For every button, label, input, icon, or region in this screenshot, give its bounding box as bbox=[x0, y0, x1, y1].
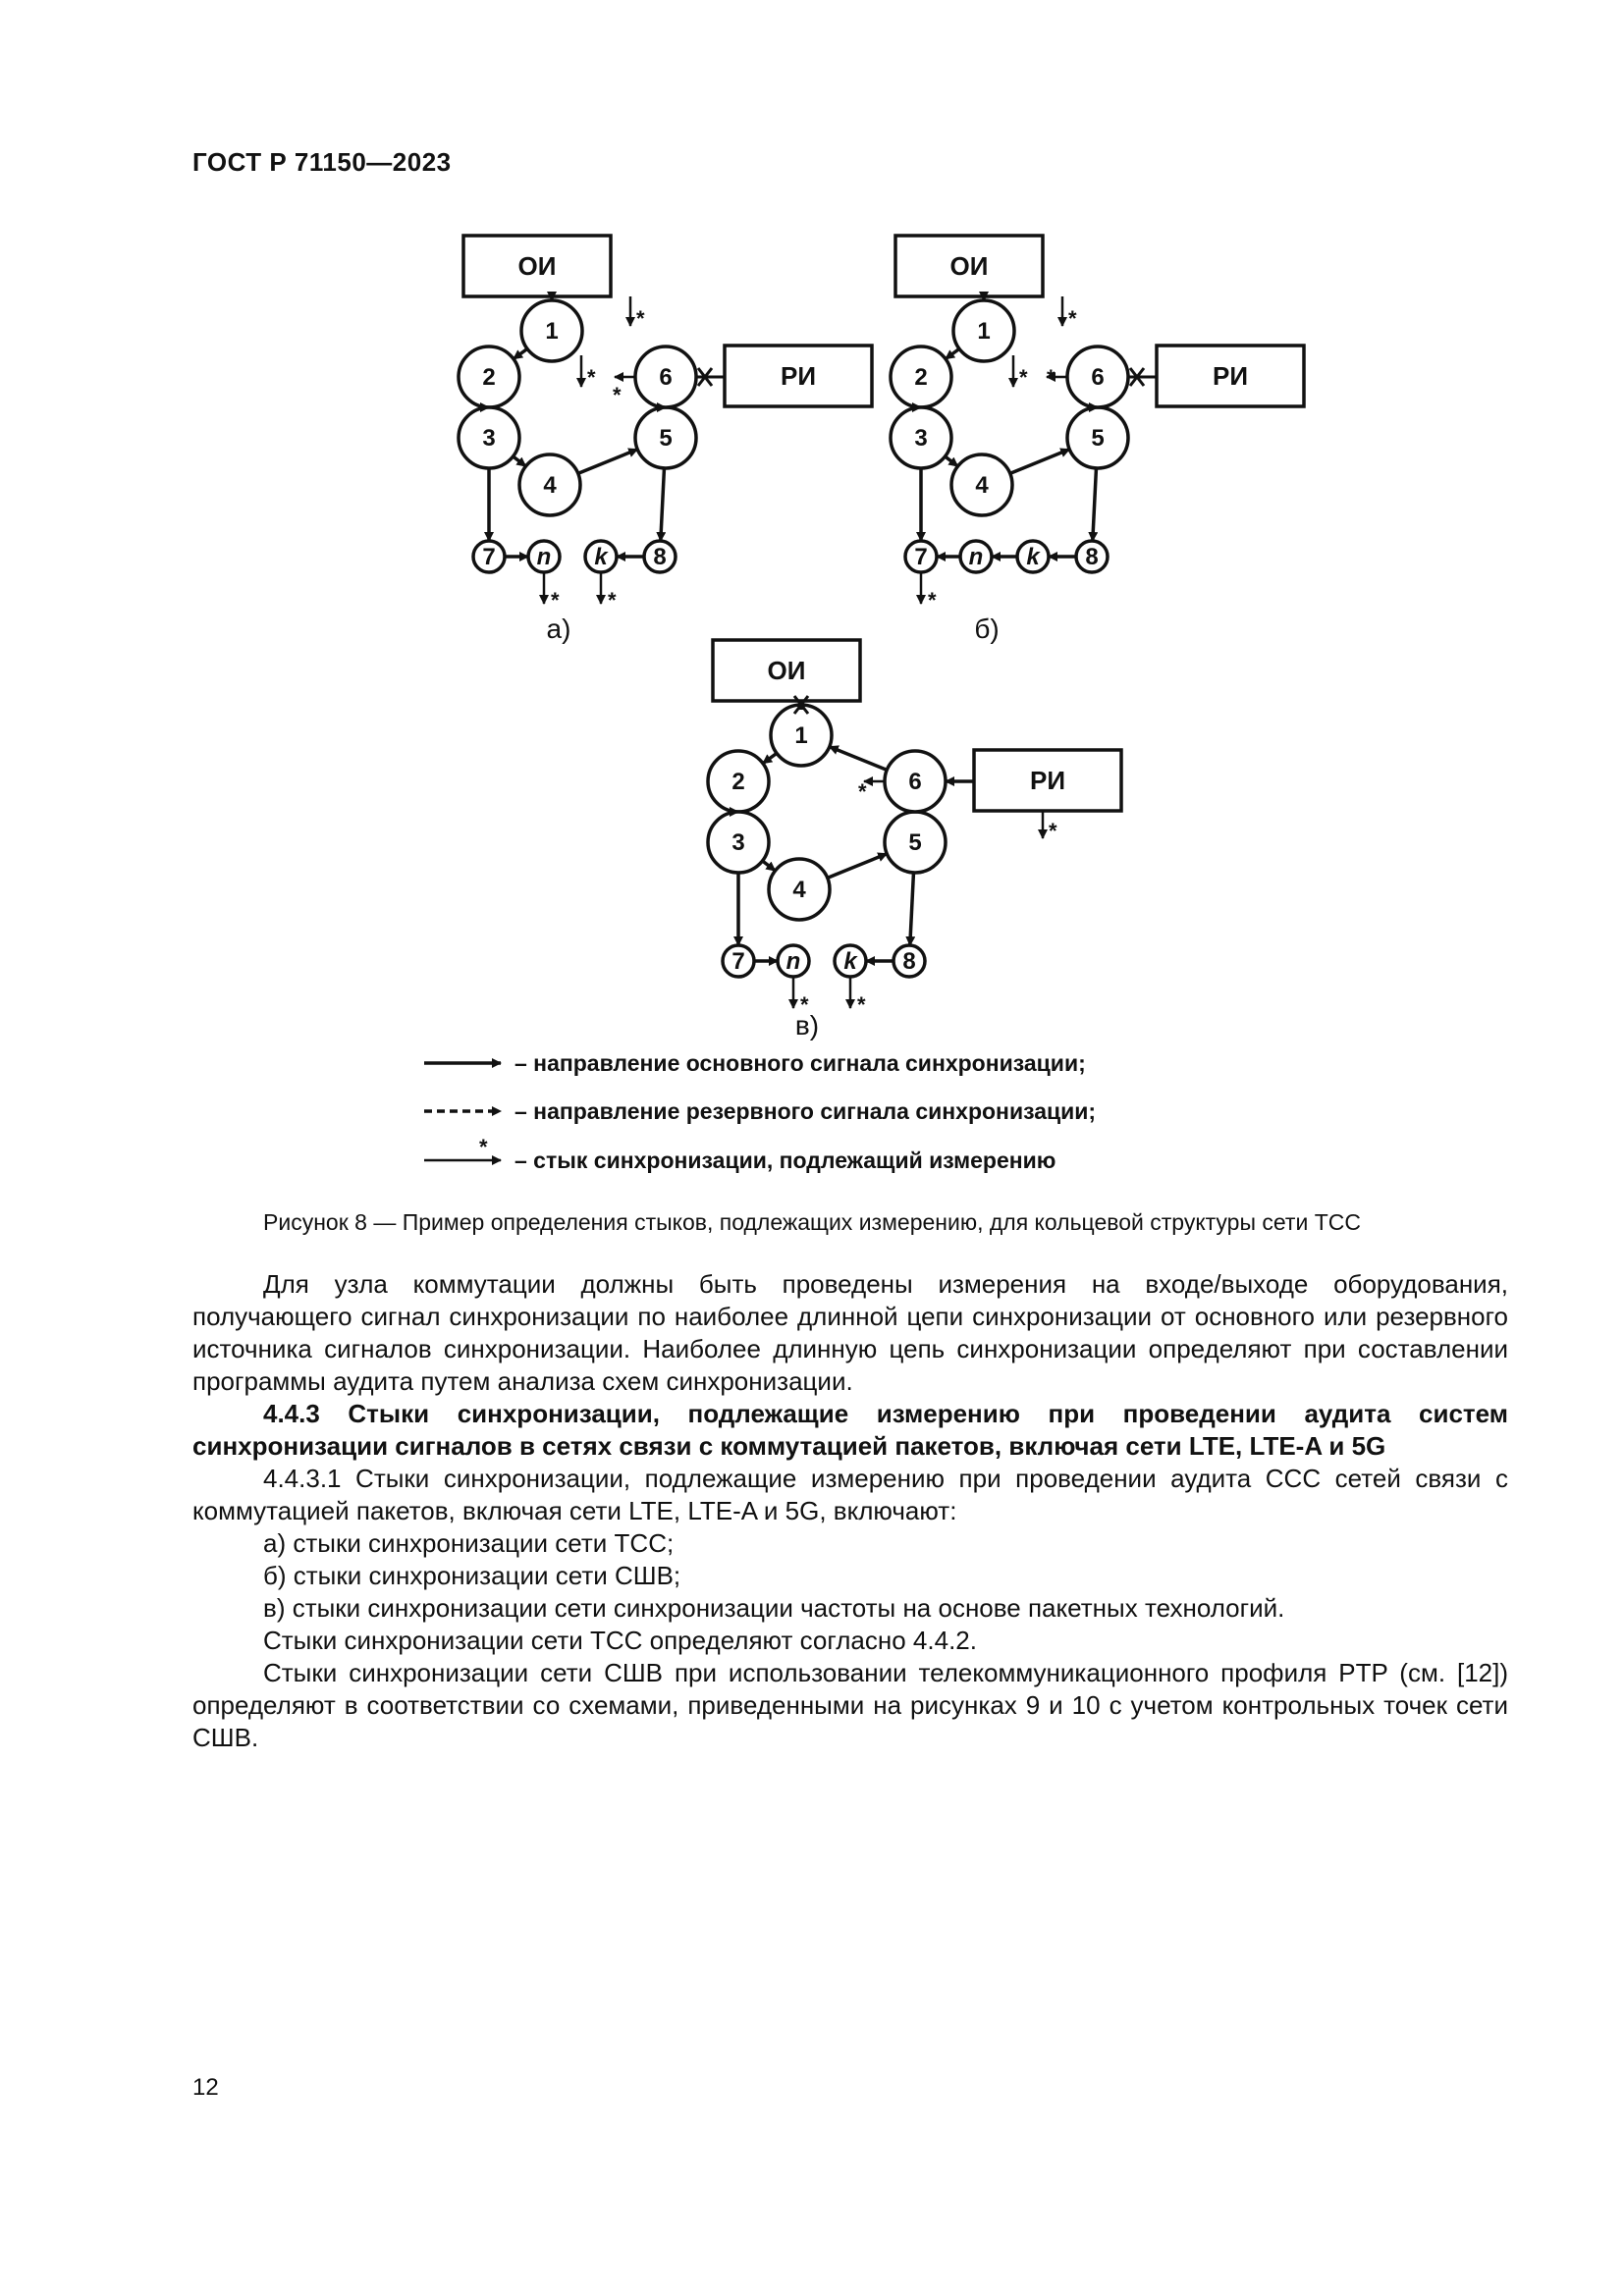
variant-v-sublabel: в) bbox=[794, 1010, 820, 1041]
variant-v-node-6-label: 6 bbox=[908, 769, 922, 795]
variant-b-ri-box-label: РИ bbox=[1212, 361, 1249, 391]
variant-v-ri-box-label: РИ bbox=[1029, 766, 1066, 795]
variant-a-node-3-label: 3 bbox=[482, 425, 496, 452]
variant-v-node-7-label: 7 bbox=[731, 948, 745, 975]
variant-v-node-5-label: 5 bbox=[908, 829, 922, 856]
variant-b-node-3-label: 3 bbox=[914, 425, 928, 452]
list-item-a: а) стыки синхронизации сети ТСС; bbox=[263, 1528, 675, 1558]
variant-v-node-2-label: 2 bbox=[731, 769, 745, 795]
variant-b-measure-1-star: * bbox=[1019, 365, 1028, 390]
document-header: ГОСТ Р 71150—2023 bbox=[192, 147, 452, 177]
variant-b-node-5-label: 5 bbox=[1091, 425, 1105, 452]
variant-a-node-5-label: 5 bbox=[659, 425, 673, 452]
variant-v-node-8-label: 8 bbox=[902, 948, 916, 975]
variant-v-arrow-3-4 bbox=[763, 861, 776, 871]
variant-b-measure-oi-star: * bbox=[1068, 306, 1077, 331]
variant-a-arrow-5-8 bbox=[661, 468, 665, 541]
variant-v-measure-ri-star: * bbox=[1049, 819, 1057, 843]
variant-b-node-2-label: 2 bbox=[914, 364, 928, 391]
variant-b-measure-7-star: * bbox=[928, 588, 937, 613]
variant-v-node-4-label: 4 bbox=[792, 877, 806, 903]
variant-v-oi-box-label: ОИ bbox=[767, 656, 806, 685]
body-text bbox=[192, 1268, 1508, 1754]
variant-b-oi-box-label: ОИ bbox=[949, 251, 989, 281]
variant-a-sublabel: а) bbox=[546, 614, 571, 644]
variant-b-node-n-label: n bbox=[968, 544, 984, 570]
list-item-b: б) стыки синхронизации сети СШВ; bbox=[263, 1561, 681, 1590]
variant-b-node-8-label: 8 bbox=[1085, 544, 1099, 570]
variant-a-node-n-label: n bbox=[536, 544, 552, 570]
variant-a-node-4-label: 4 bbox=[543, 472, 557, 499]
page-number: 12 bbox=[192, 2074, 219, 2101]
variant-v-node-3-label: 3 bbox=[731, 829, 745, 856]
variant-b-node-k-label: k bbox=[1026, 544, 1040, 570]
legend-measured-interface-star: * bbox=[479, 1135, 488, 1159]
variant-a-node-7-label: 7 bbox=[482, 544, 496, 570]
variant-b-arrow-4-5 bbox=[1010, 450, 1070, 474]
variant-b-arrow-5-8 bbox=[1093, 468, 1097, 541]
variant-a-node-1-label: 1 bbox=[545, 318, 559, 345]
variant-a-node-6-label: 6 bbox=[659, 364, 673, 391]
variant-b-sublabel: б) bbox=[974, 614, 1000, 644]
variant-b-node-4-label: 4 bbox=[975, 472, 989, 499]
variant-b-node-7-label: 7 bbox=[914, 544, 928, 570]
variant-v-node-n-label: n bbox=[785, 948, 801, 975]
variant-b-arrow-1-2 bbox=[946, 348, 959, 358]
list-item-c: в) стыки синхронизации сети синхронизации частоты на основе пакетных технологий. bbox=[263, 1593, 1285, 1623]
variant-v-arrow-4-5 bbox=[828, 854, 888, 879]
variant-b-node-1-label: 1 bbox=[977, 318, 991, 345]
variant-v-measure-k-star: * bbox=[857, 992, 866, 1017]
variant-b-arrow-3-4 bbox=[946, 456, 958, 466]
figure-caption: Рисунок 8 — Пример определения стыков, подлежащих измерению, для кольцевой структуры сети ТСС bbox=[263, 1209, 1361, 1235]
variant-a-ri-box-label: РИ bbox=[780, 361, 817, 391]
variant-v-node-1-label: 1 bbox=[794, 722, 808, 749]
variant-v-measure-6-star: * bbox=[858, 779, 867, 804]
variant-a-node-k-label: k bbox=[594, 544, 608, 570]
variant-a-measure-n-star: * bbox=[551, 588, 560, 613]
section-heading-4-4-3: 4.4.3 Стыки синхронизации, подлежащие измерению при проведении аудита систем синхронизации сигналов в сетях связи с коммутацией пакетов, включая сети LTE, LTE-A и 5G bbox=[192, 1399, 1508, 1461]
variant-v-arrow-6-1 bbox=[830, 747, 888, 771]
variant-a-measure-k-star: * bbox=[608, 588, 617, 613]
variant-a-node-2-label: 2 bbox=[482, 364, 496, 391]
legend-reserve-signal-text: – направление резервного сигнала синхронизации; bbox=[514, 1098, 1097, 1124]
paragraph-sshv: Стыки синхронизации сети СШВ при использовании телекоммуникационного профиля PTP (см. [12]) определяют в соответствии со схемами, приведенными на рисунках 9 и 10 с учетом контрольных точек сети СШВ. bbox=[192, 1658, 1508, 1752]
variant-b-node-6-label: 6 bbox=[1091, 364, 1105, 391]
variant-a-oi-box-label: ОИ bbox=[517, 251, 557, 281]
variant-a-arrow-1-2 bbox=[514, 348, 527, 358]
variant-v-arrow-5-8 bbox=[910, 873, 914, 945]
variant-a-arrow-3-4 bbox=[514, 456, 526, 466]
variant-a-arrow-4-5 bbox=[578, 450, 638, 474]
variant-v-node-k-label: k bbox=[843, 948, 857, 975]
paragraph-tss: Стыки синхронизации сети ТСС определяют согласно 4.4.2. bbox=[263, 1626, 977, 1655]
paragraph-audit-nodes: Для узла коммутации должны быть проведены измерения на входе/выходе оборудования, получающего сигнал синхронизации по наиболее длинной цепи синхронизации от основного или резервного источника сигналов синхронизации. Наиболее длинную цепь синхронизации определяют при составлении программы аудита путем анализа схем синхронизации. bbox=[192, 1269, 1508, 1396]
variant-a-measure-oi-star: * bbox=[636, 306, 645, 331]
variant-v-arrow-1-2 bbox=[763, 753, 777, 763]
paragraph-4-4-3-1: 4.4.3.1 Стыки синхронизации, подлежащие измерению при проведении аудита ССС сетей связи с коммутацией пакетов, включая сети LTE, LTE-A и 5G, включают: bbox=[192, 1464, 1508, 1525]
variant-a-measure-1-star: * bbox=[587, 365, 596, 390]
legend-measured-interface-text: – стык синхронизации, подлежащий измерению bbox=[514, 1148, 1056, 1173]
variant-a-node-8-label: 8 bbox=[653, 544, 667, 570]
variant-a-measure-6-star: * bbox=[613, 383, 622, 407]
legend-main-signal-text: – направление основного сигнала синхронизации; bbox=[514, 1050, 1086, 1076]
variant-v-measure-n-star: * bbox=[800, 992, 809, 1017]
variant-b-measure-6-star: * bbox=[1047, 365, 1056, 390]
